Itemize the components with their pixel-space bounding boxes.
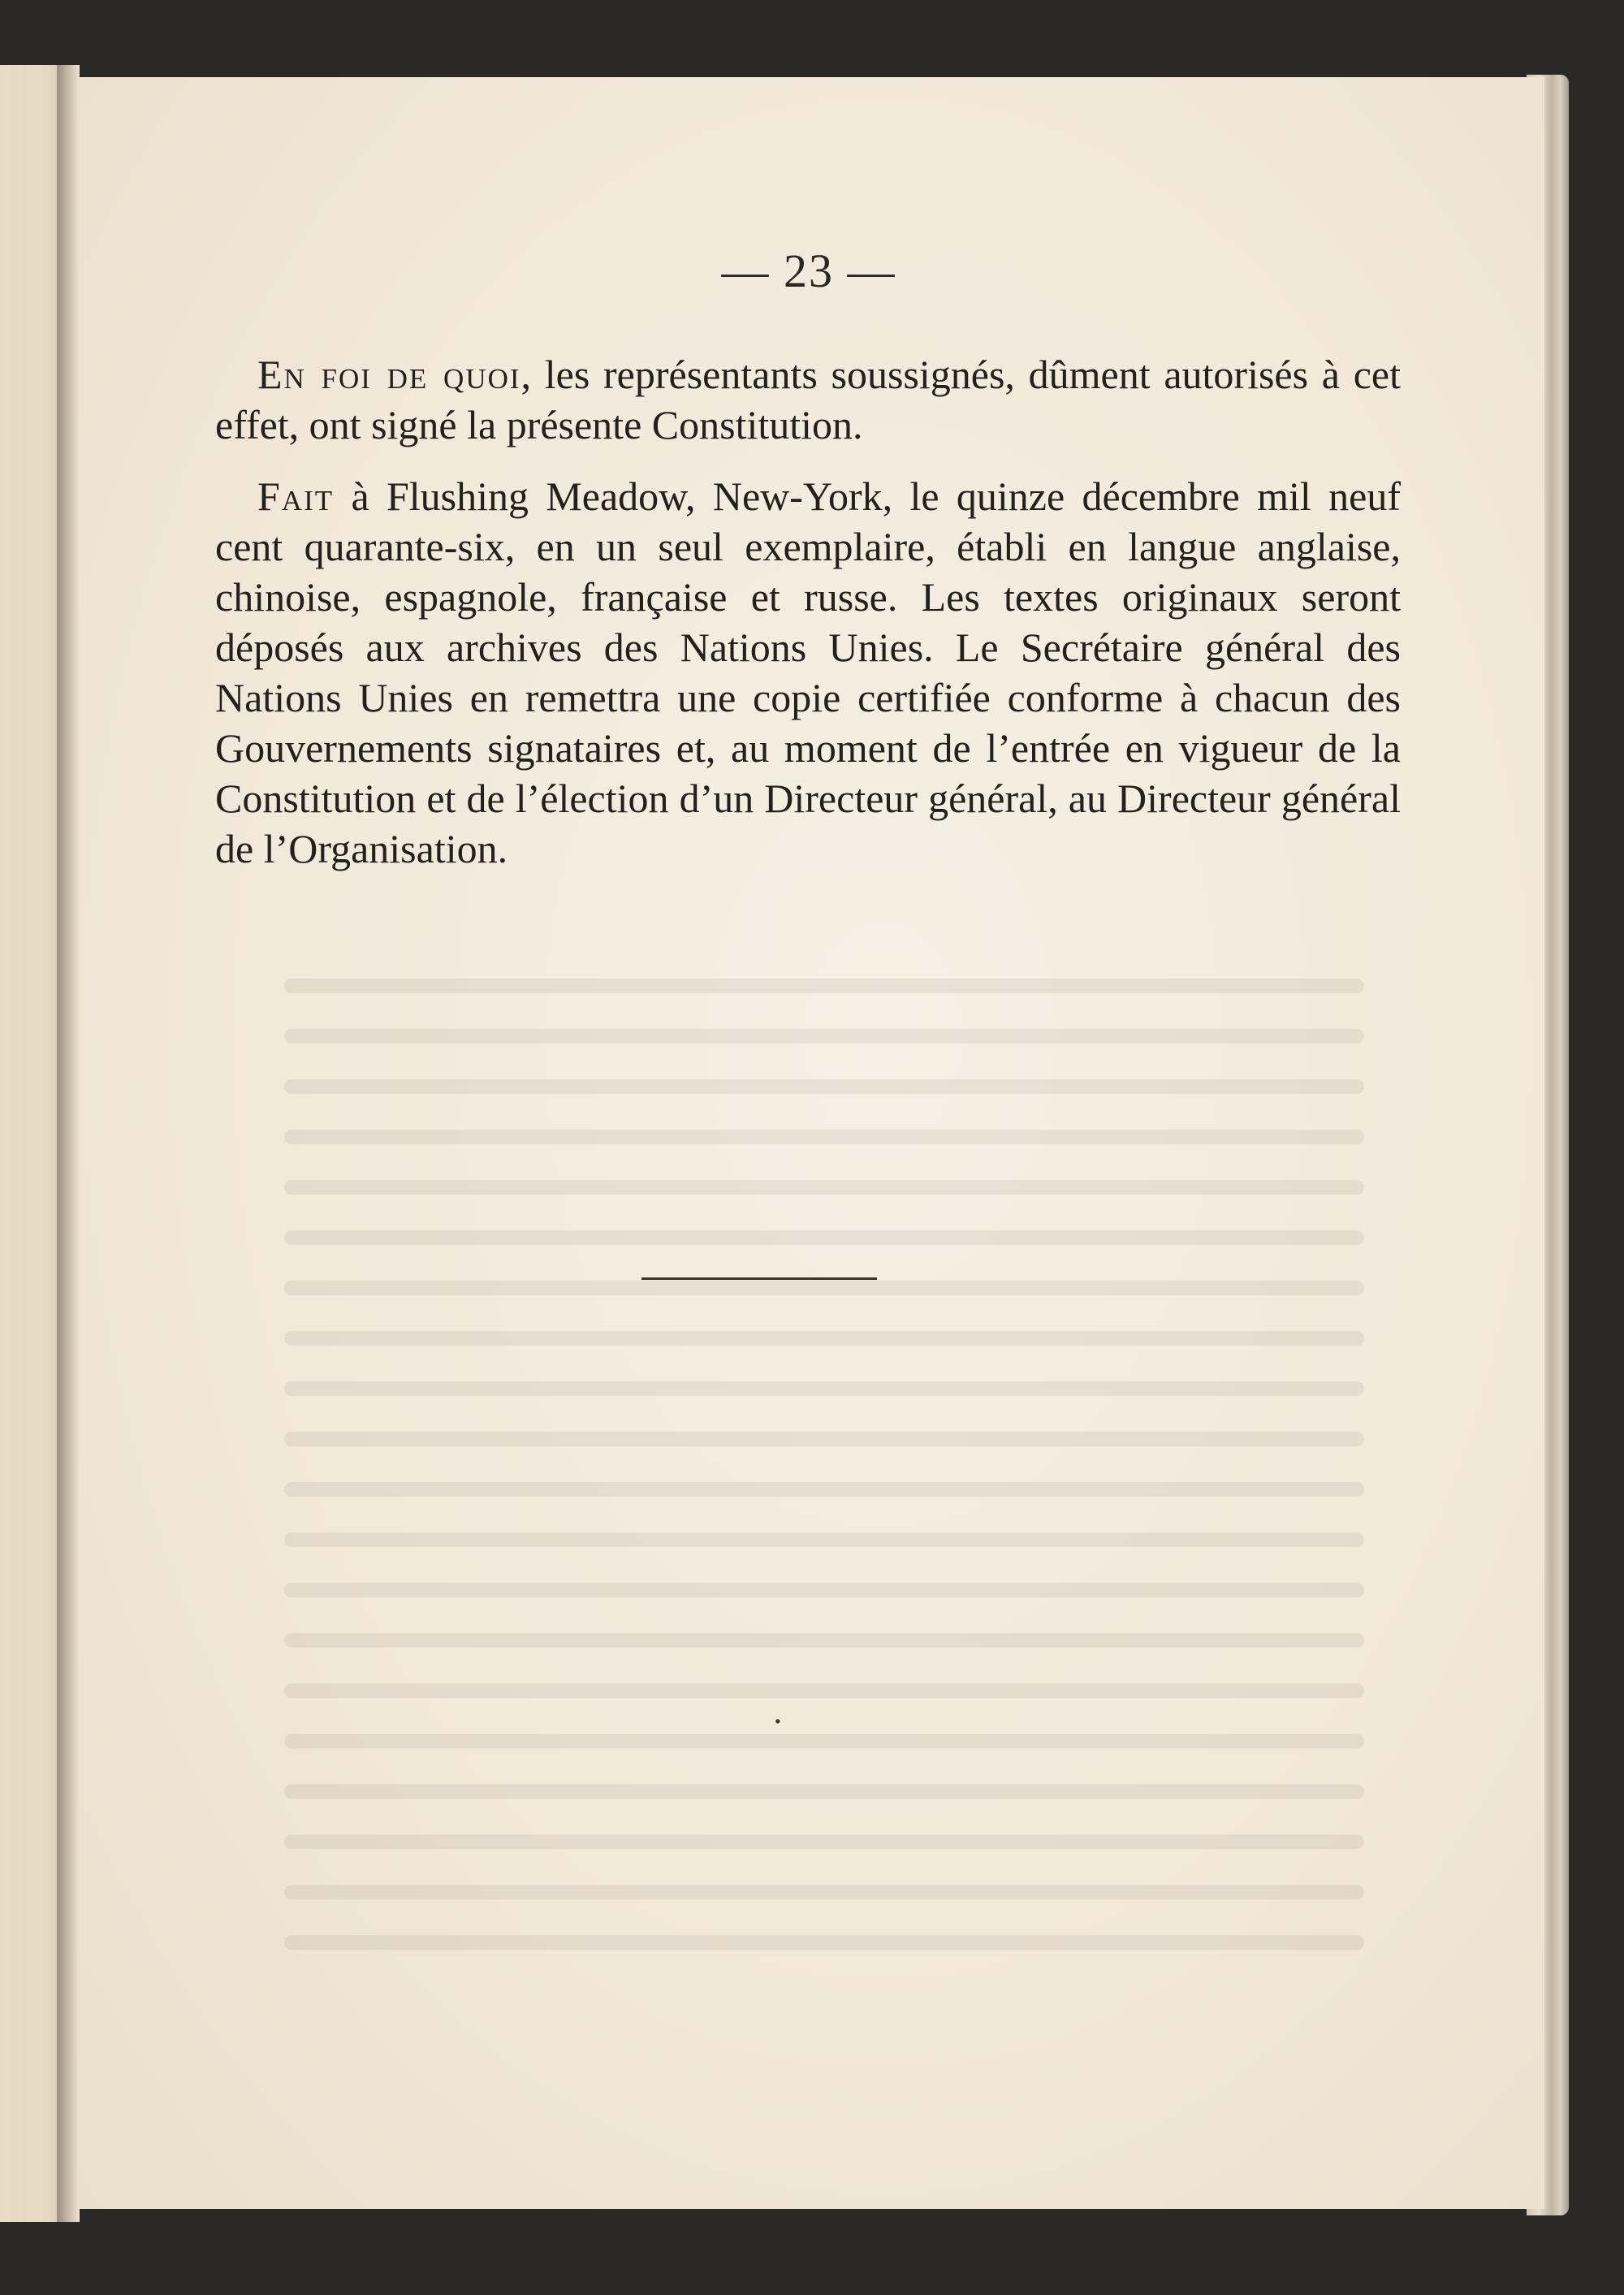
- done-at-lead: Fait: [257, 473, 335, 519]
- page-number: — 23 —: [721, 244, 896, 297]
- document-page: [73, 77, 1544, 2209]
- closing-rule: [641, 1277, 877, 1280]
- done-at-text: à Flushing Meadow, New-York, le quinze décembre mil neuf cent quarante-six, en un seul exemplaire, établi en langue anglaise, chinoise, espagnole, française et russe. Les textes originaux seront déposés aux archives des Nations Unies. Le Secrétaire général des Nations Unies en remettra une copie certifiée conforme à chacun des Gouvernements signataires et, au moment de l’entrée en vigueur de la Constitution et de l’élection d’un Directeur général, au Directeur général de l’Organisation.: [215, 473, 1401, 871]
- reverse-page-show-through: [284, 979, 1364, 2002]
- binding-gutter: [57, 65, 80, 2222]
- signature-clause-text: , les représentants soussignés, dûment autorisés à cet effet, ont signé la présente Constitution.: [215, 352, 1402, 447]
- done-at-paragraph: [215, 471, 1401, 874]
- signature-clause-paragraph: [215, 349, 1401, 450]
- body-text: [215, 349, 1401, 895]
- end-mark: •: [775, 1711, 781, 1731]
- signature-clause-lead: En foi de quoi: [257, 352, 521, 397]
